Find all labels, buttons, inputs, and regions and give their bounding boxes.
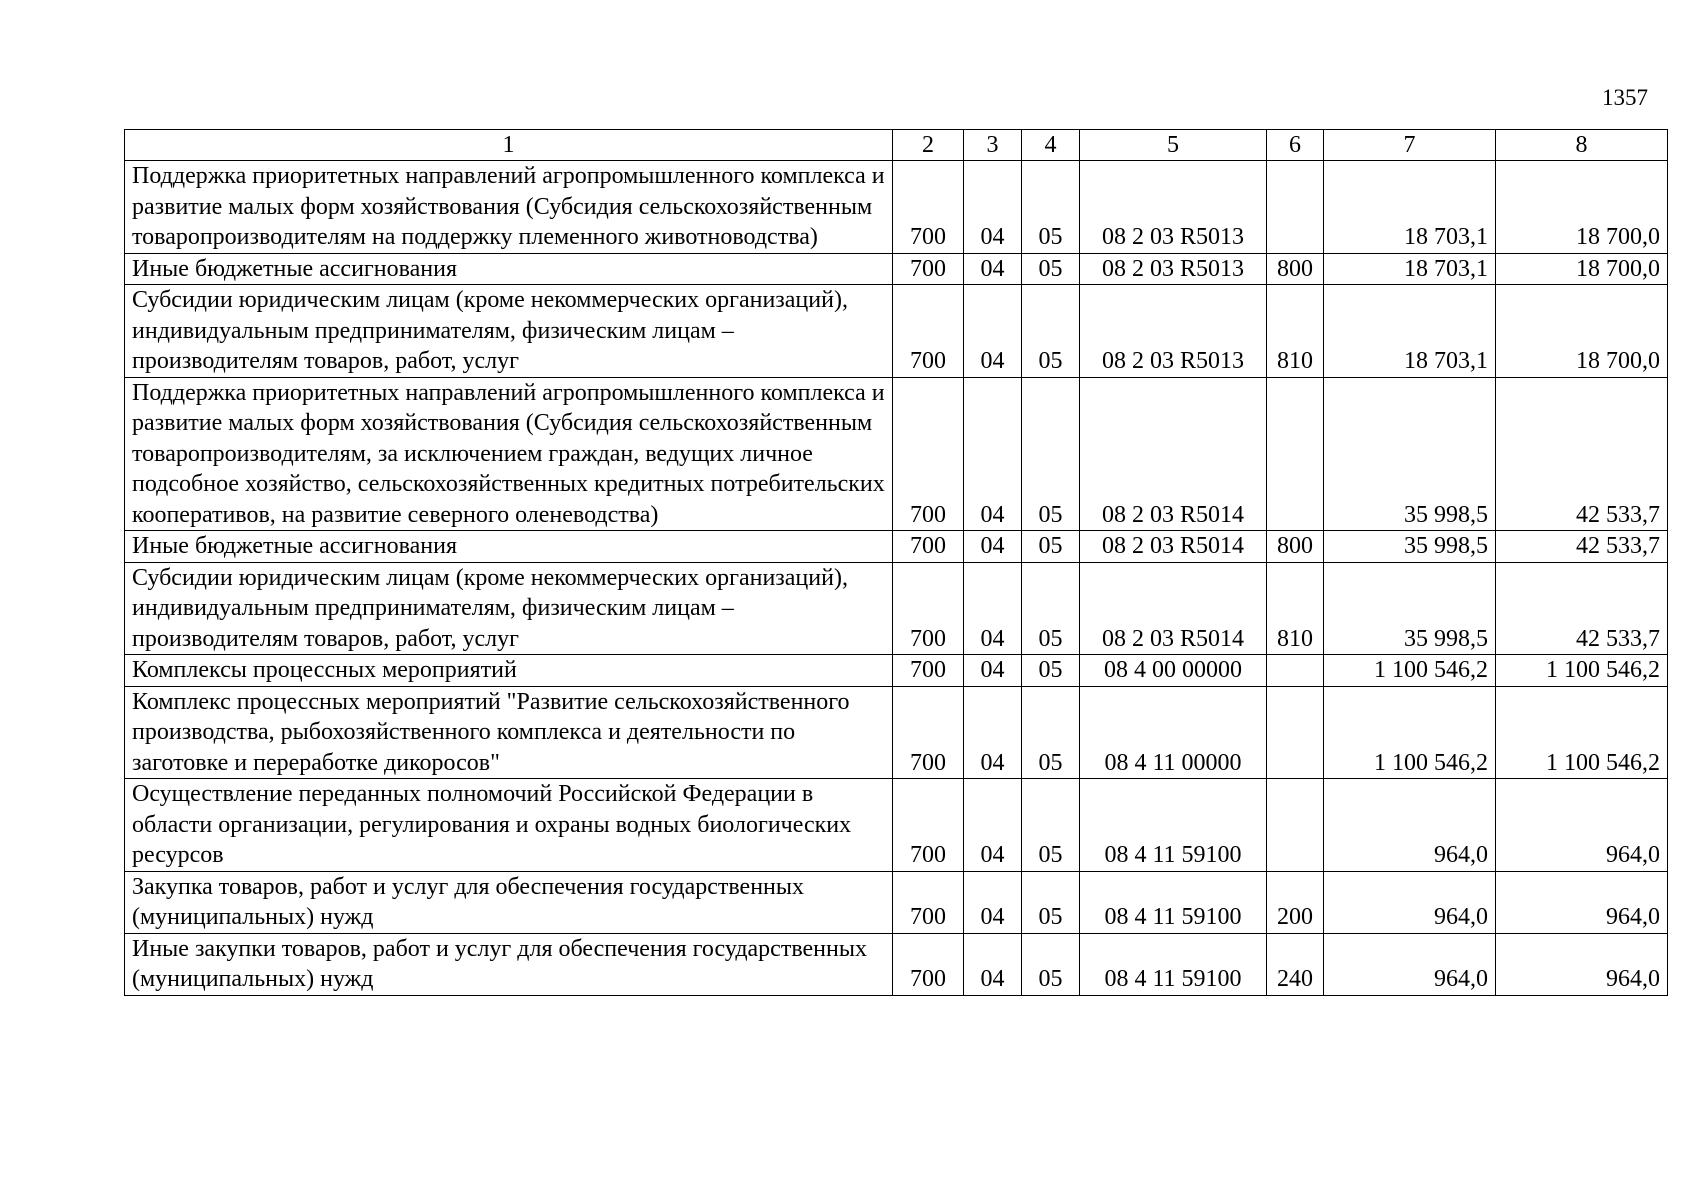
row-amount-7-cell: 964,0 [1324, 779, 1496, 872]
row-amount-7-cell: 18 703,1 [1324, 285, 1496, 378]
row-col-2-cell: 700 [893, 253, 964, 285]
row-code-cell: 08 4 11 00000 [1080, 686, 1267, 779]
row-col-3-cell: 04 [964, 779, 1022, 872]
row-amount-7-cell: 35 998,5 [1324, 531, 1496, 563]
row-amount-8-cell: 1 100 546,2 [1496, 686, 1668, 779]
row-code-cell: 08 2 03 R5014 [1080, 531, 1267, 563]
row-col-4-cell: 05 [1022, 871, 1080, 933]
row-col-4-cell: 05 [1022, 933, 1080, 995]
row-amount-8-cell: 42 533,7 [1496, 531, 1668, 563]
table-row [125, 285, 1668, 378]
row-col-2-cell: 700 [893, 655, 964, 687]
header-col-7: 7 [1324, 130, 1496, 161]
row-name-cell: Комплексы процессных мероприятий [125, 655, 893, 687]
row-amount-8-cell: 42 533,7 [1496, 562, 1668, 655]
table-row [125, 686, 1668, 779]
page-number: 1357 [1602, 85, 1648, 110]
header-col-4: 4 [1022, 130, 1080, 161]
row-amount-7-cell: 1 100 546,2 [1324, 686, 1496, 779]
row-amount-8-cell: 1 100 546,2 [1496, 655, 1668, 687]
row-amount-7-cell: 18 703,1 [1324, 161, 1496, 254]
row-col-2-cell: 700 [893, 285, 964, 378]
header-row [125, 130, 1668, 161]
row-col-6-cell [1267, 686, 1324, 779]
row-col-3-cell: 04 [964, 655, 1022, 687]
row-col-6-cell: 810 [1267, 285, 1324, 378]
row-name-cell: Поддержка приоритетных направлений агропромышленного комплекса и развитие малых форм хозяйствования (Субсидия сельскохозяйственным товаропроизводителям, за исключением граждан, ведущих личное подсобное хозяйство, сельскохозяйственных кредитных потребительских кооперативов, на развитие северного оленеводства) [125, 377, 893, 531]
row-col-6-cell [1267, 655, 1324, 687]
row-col-3-cell: 04 [964, 285, 1022, 378]
row-col-3-cell: 04 [964, 562, 1022, 655]
row-amount-8-cell: 964,0 [1496, 779, 1668, 872]
row-col-6-cell: 810 [1267, 562, 1324, 655]
table-row [125, 933, 1668, 995]
row-amount-8-cell: 18 700,0 [1496, 253, 1668, 285]
row-col-6-cell [1267, 161, 1324, 254]
row-code-cell: 08 2 03 R5013 [1080, 161, 1267, 254]
row-col-4-cell: 05 [1022, 253, 1080, 285]
row-code-cell: 08 4 11 59100 [1080, 933, 1267, 995]
row-col-2-cell: 700 [893, 871, 964, 933]
row-col-6-cell [1267, 377, 1324, 531]
row-code-cell: 08 2 03 R5014 [1080, 562, 1267, 655]
row-col-3-cell: 04 [964, 933, 1022, 995]
row-amount-7-cell: 18 703,1 [1324, 253, 1496, 285]
row-col-2-cell: 700 [893, 377, 964, 531]
table-row [125, 161, 1668, 254]
row-amount-8-cell: 18 700,0 [1496, 161, 1668, 254]
row-col-6-cell: 200 [1267, 871, 1324, 933]
row-col-4-cell: 05 [1022, 686, 1080, 779]
row-col-2-cell: 700 [893, 531, 964, 563]
row-col-2-cell: 700 [893, 933, 964, 995]
row-col-4-cell: 05 [1022, 562, 1080, 655]
row-col-4-cell: 05 [1022, 285, 1080, 378]
row-name-cell: Иные бюджетные ассигнования [125, 253, 893, 285]
row-amount-7-cell: 35 998,5 [1324, 562, 1496, 655]
row-code-cell: 08 2 03 R5013 [1080, 253, 1267, 285]
row-amount-8-cell: 964,0 [1496, 871, 1668, 933]
header-col-2: 2 [893, 130, 964, 161]
row-name-cell: Субсидии юридическим лицам (кроме некоммерческих организаций), индивидуальным предпринимателям, физическим лицам – производителям товаров, работ, услуг [125, 285, 893, 378]
table-row [125, 531, 1668, 563]
row-code-cell: 08 2 03 R5013 [1080, 285, 1267, 378]
row-name-cell: Комплекс процессных мероприятий "Развитие сельскохозяйственного производства, рыбохозяйственного комплекса и деятельности по заготовке и переработке дикоросов" [125, 686, 893, 779]
row-name-cell: Осуществление переданных полномочий Российской Федерации в области организации, регулирования и охраны водных биологических ресурсов [125, 779, 893, 872]
row-amount-8-cell: 964,0 [1496, 933, 1668, 995]
row-col-3-cell: 04 [964, 377, 1022, 531]
row-amount-7-cell: 35 998,5 [1324, 377, 1496, 531]
row-code-cell: 08 2 03 R5014 [1080, 377, 1267, 531]
row-col-2-cell: 700 [893, 779, 964, 872]
row-col-4-cell: 05 [1022, 161, 1080, 254]
budget-table [124, 129, 1668, 996]
header-col-3: 3 [964, 130, 1022, 161]
table-row [125, 871, 1668, 933]
table-row [125, 655, 1668, 687]
row-col-4-cell: 05 [1022, 531, 1080, 563]
row-col-4-cell: 05 [1022, 377, 1080, 531]
row-col-6-cell [1267, 779, 1324, 872]
header-col-5: 5 [1080, 130, 1267, 161]
row-col-3-cell: 04 [964, 253, 1022, 285]
row-name-cell: Иные бюджетные ассигнования [125, 531, 893, 563]
row-name-cell: Закупка товаров, работ и услуг для обеспечения государственных (муниципальных) нужд [125, 871, 893, 933]
row-name-cell: Иные закупки товаров, работ и услуг для обеспечения государственных (муниципальных) нужд [125, 933, 893, 995]
row-col-3-cell: 04 [964, 531, 1022, 563]
row-col-6-cell: 240 [1267, 933, 1324, 995]
row-amount-7-cell: 1 100 546,2 [1324, 655, 1496, 687]
row-code-cell: 08 4 11 59100 [1080, 871, 1267, 933]
row-amount-8-cell: 18 700,0 [1496, 285, 1668, 378]
header-col-1: 1 [125, 130, 893, 161]
row-name-cell: Поддержка приоритетных направлений агропромышленного комплекса и развитие малых форм хозяйствования (Субсидия сельскохозяйственным товаропроизводителям на поддержку племенного животноводства) [125, 161, 893, 254]
table-row [125, 562, 1668, 655]
row-col-2-cell: 700 [893, 161, 964, 254]
row-amount-7-cell: 964,0 [1324, 933, 1496, 995]
row-col-4-cell: 05 [1022, 779, 1080, 872]
row-code-cell: 08 4 11 59100 [1080, 779, 1267, 872]
row-col-6-cell: 800 [1267, 253, 1324, 285]
row-col-4-cell: 05 [1022, 655, 1080, 687]
row-code-cell: 08 4 00 00000 [1080, 655, 1267, 687]
row-amount-7-cell: 964,0 [1324, 871, 1496, 933]
row-col-2-cell: 700 [893, 562, 964, 655]
table-row [125, 377, 1668, 531]
row-col-2-cell: 700 [893, 686, 964, 779]
table-row [125, 253, 1668, 285]
row-name-cell: Субсидии юридическим лицам (кроме некоммерческих организаций), индивидуальным предпринимателям, физическим лицам – производителям товаров, работ, услуг [125, 562, 893, 655]
table-body [125, 161, 1668, 996]
table-row [125, 779, 1668, 872]
row-col-3-cell: 04 [964, 686, 1022, 779]
row-col-3-cell: 04 [964, 871, 1022, 933]
header-col-8: 8 [1496, 130, 1668, 161]
row-col-3-cell: 04 [964, 161, 1022, 254]
row-amount-8-cell: 42 533,7 [1496, 377, 1668, 531]
table-header [125, 130, 1668, 161]
header-col-6: 6 [1267, 130, 1324, 161]
row-col-6-cell: 800 [1267, 531, 1324, 563]
